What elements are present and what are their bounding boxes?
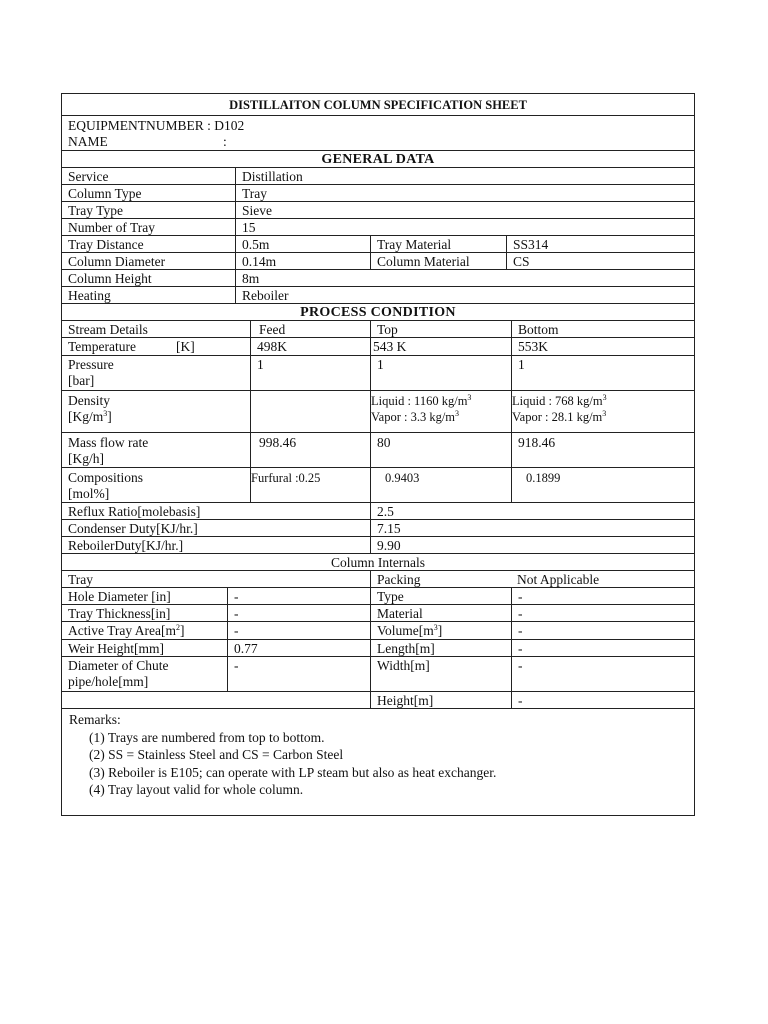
density-bottom: Liquid : 768 $kg/m^3$ Vapor : 28.1 $kg/m^3$ — [511, 391, 694, 432]
pressure-feed: 1 — [250, 356, 370, 390]
temperature-row — [62, 338, 694, 356]
column-material-label: Column Material — [370, 253, 506, 269]
number-of-tray-label: Number of Tray — [68, 220, 155, 235]
reboiler-duty-value: 9.90 — [370, 537, 694, 553]
height-label: Height[m] — [370, 692, 511, 708]
general-data-heading: GENERAL DATA — [321, 152, 435, 167]
weir-height-row — [62, 640, 694, 657]
active-area-label: Active Tray $Area[m^2]$ — [68, 623, 185, 638]
tray-thickness-value: - — [227, 605, 370, 621]
compositions-label: Compositions — [68, 470, 144, 485]
height-empty-cell — [62, 692, 370, 708]
remark-item: (4) Tray layout valid for whole column. — [89, 782, 304, 797]
temperature-label-cell — [62, 338, 250, 355]
width-label: Width[m] — [370, 657, 511, 691]
compositions-label-cell — [62, 468, 250, 502]
weir-height-label: Weir Height[mm] — [68, 641, 165, 656]
condenser-duty-value: 7.15 — [370, 520, 694, 536]
reboiler-duty-label: ReboilerDuty[KJ/hr.] — [68, 538, 184, 553]
condenser-duty-label: Condenser Duty[KJ/hr.] — [68, 521, 198, 536]
packing-section-value: Not Applicable — [517, 572, 600, 587]
density-top-vapor: Vapor : 3.3 kg/m — [371, 410, 456, 424]
compositions-unit: [mol%] — [68, 486, 110, 501]
temperature-label: Temperature — [68, 339, 137, 354]
density-feed — [250, 391, 370, 432]
weir-height-value: 0.77 — [227, 640, 370, 656]
tray-type-label: Tray Type — [68, 203, 123, 218]
tray-material-label: Tray Material — [370, 236, 506, 252]
service-row — [62, 168, 694, 185]
pressure-label-cell — [62, 356, 250, 390]
equipment-info — [62, 116, 362, 150]
bottom-header: Bottom — [511, 321, 694, 337]
temperature-bottom: 553K — [511, 338, 694, 355]
column-diameter-label: Column Diameter — [68, 254, 166, 269]
service-value: Distillation — [235, 168, 694, 184]
feed-header: Feed — [250, 321, 370, 337]
chute-label: Diameter of Chute pipe/hole[mm] — [68, 658, 169, 689]
equipment-name-label: NAME — [68, 134, 108, 149]
length-value: - — [511, 640, 694, 656]
column-material-value: CS — [506, 253, 694, 269]
volume-label: $Volume[m^3]$ — [370, 622, 511, 639]
process-condition-heading-row — [62, 304, 694, 321]
width-value: - — [511, 657, 694, 691]
material-value: - — [511, 605, 694, 621]
mass-flow-bottom: 918.46 — [511, 433, 694, 467]
volume-value: - — [511, 622, 694, 639]
reflux-ratio-row — [62, 503, 694, 520]
equipment-number-label: EQUIPMENTNUMBER : — [68, 118, 211, 133]
active-area-row — [62, 622, 694, 640]
pressure-top: 1 — [370, 356, 511, 390]
service-label: Service — [68, 169, 109, 184]
remark-item: (2) SS = Stainless Steel and CS = Carbon Steel — [89, 747, 344, 762]
sheet-title: DISTILLAITON COLUMN SPECIFICATION SHEET — [229, 98, 527, 112]
pressure-unit: [bar] — [68, 373, 95, 388]
density-row — [62, 391, 694, 433]
active-area-value: - — [227, 622, 370, 639]
hole-diameter-label: Hole Diameter [in] — [68, 589, 171, 604]
mass-flow-row — [62, 433, 694, 468]
column-type-value: Tray — [235, 185, 694, 201]
density-top: Liquid : 1160 $kg/m^3$ Vapor : 3.3 $kg/m^3$ — [370, 391, 511, 432]
height-value: - — [511, 692, 694, 708]
mass-flow-label-cell — [62, 433, 250, 467]
compositions-feed: Furfural :0.25 — [250, 468, 370, 502]
specification-sheet — [61, 93, 695, 816]
column-height-row — [62, 270, 694, 287]
compositions-row — [62, 468, 694, 503]
number-of-tray-row — [62, 219, 694, 236]
length-label: Length[m] — [370, 640, 511, 656]
process-condition-heading: PROCESS CONDITION — [300, 305, 456, 320]
hole-diameter-row — [62, 588, 694, 605]
heating-value: Reboiler — [235, 287, 694, 303]
reflux-ratio-label: Reflux Ratio[molebasis] — [68, 504, 201, 519]
mass-flow-label: Mass flow rate — [68, 435, 149, 450]
temperature-top: 543 K — [370, 338, 511, 355]
density-label: Density — [68, 393, 110, 408]
equipment-name-colon: : — [223, 134, 227, 149]
temperature-unit: [K] — [176, 339, 195, 354]
mass-flow-unit: [Kg/h] — [68, 451, 104, 466]
column-diameter-value: 0.14m — [235, 253, 370, 269]
tray-type-value: Sieve — [235, 202, 694, 218]
density-unit: $[Kg/m^3]$ — [68, 409, 112, 424]
column-type-row — [62, 185, 694, 202]
stream-details-label: Stream Details — [68, 322, 148, 337]
compositions-bottom: 0.1899 — [511, 468, 694, 502]
column-height-label: Column Height — [68, 271, 152, 286]
column-internals-heading: Column Internals — [330, 555, 426, 570]
tray-distance-value: 0.5m — [235, 236, 370, 252]
tray-type-row — [62, 202, 694, 219]
chute-row — [62, 657, 694, 692]
internals-header-row — [62, 571, 694, 588]
remarks-label: Remarks: — [69, 712, 121, 727]
density-top-liquid: Liquid : 1160 kg/m — [371, 394, 468, 408]
stream-details-row — [62, 321, 694, 338]
hole-diameter-value: - — [227, 588, 370, 604]
pressure-label: Pressure — [68, 357, 114, 372]
mass-flow-top: 80 — [370, 433, 511, 467]
tray-section-label: Tray — [68, 572, 94, 587]
column-type-label: Column Type — [68, 186, 142, 201]
remark-item: (3) Reboiler is E105; can operate with LP steam but also as heat exchanger. — [89, 764, 497, 780]
reflux-ratio-value: 2.5 — [370, 503, 694, 519]
tray-material-value: SS314 — [506, 236, 694, 252]
tray-distance-label: Tray Distance — [68, 237, 144, 252]
tray-thickness-label: Tray Thickness[in] — [68, 606, 171, 621]
number-of-tray-value: 15 — [235, 219, 694, 235]
mass-flow-feed: 998.46 — [250, 433, 370, 467]
type-label: Type — [370, 588, 511, 604]
remark-item: (1) Trays are numbered from top to bottom. — [89, 729, 325, 745]
remarks-section — [62, 709, 694, 815]
remarks-block — [62, 709, 694, 799]
compositions-top: 0.9403 — [370, 468, 511, 502]
heating-label: Heating — [68, 288, 111, 303]
density-label-cell — [62, 391, 250, 432]
equipment-row — [62, 116, 694, 151]
top-header: Top — [370, 321, 511, 337]
tray-thickness-row — [62, 605, 694, 622]
material-label: Material — [370, 605, 511, 621]
column-height-value: 8m — [235, 270, 694, 286]
type-value: - — [511, 588, 694, 604]
chute-value: - — [227, 657, 370, 691]
temperature-feed: 498K — [250, 338, 370, 355]
general-data-heading-row — [62, 151, 694, 168]
density-bottom-liquid: Liquid : 768 kg/m — [512, 394, 603, 408]
reboiler-duty-row — [62, 537, 694, 554]
density-bottom-vapor: Vapor : 28.1 kg/m — [512, 410, 603, 424]
title-row — [62, 94, 694, 116]
packing-section-label: Packing — [370, 571, 511, 587]
column-diameter-row — [62, 253, 694, 270]
pressure-row — [62, 356, 694, 391]
pressure-bottom: 1 — [511, 356, 694, 390]
column-internals-heading-row — [62, 554, 694, 571]
equipment-number-value: D102 — [214, 118, 245, 133]
tray-distance-row — [62, 236, 694, 253]
heating-row — [62, 287, 694, 304]
condenser-duty-row — [62, 520, 694, 537]
height-row — [62, 692, 694, 709]
